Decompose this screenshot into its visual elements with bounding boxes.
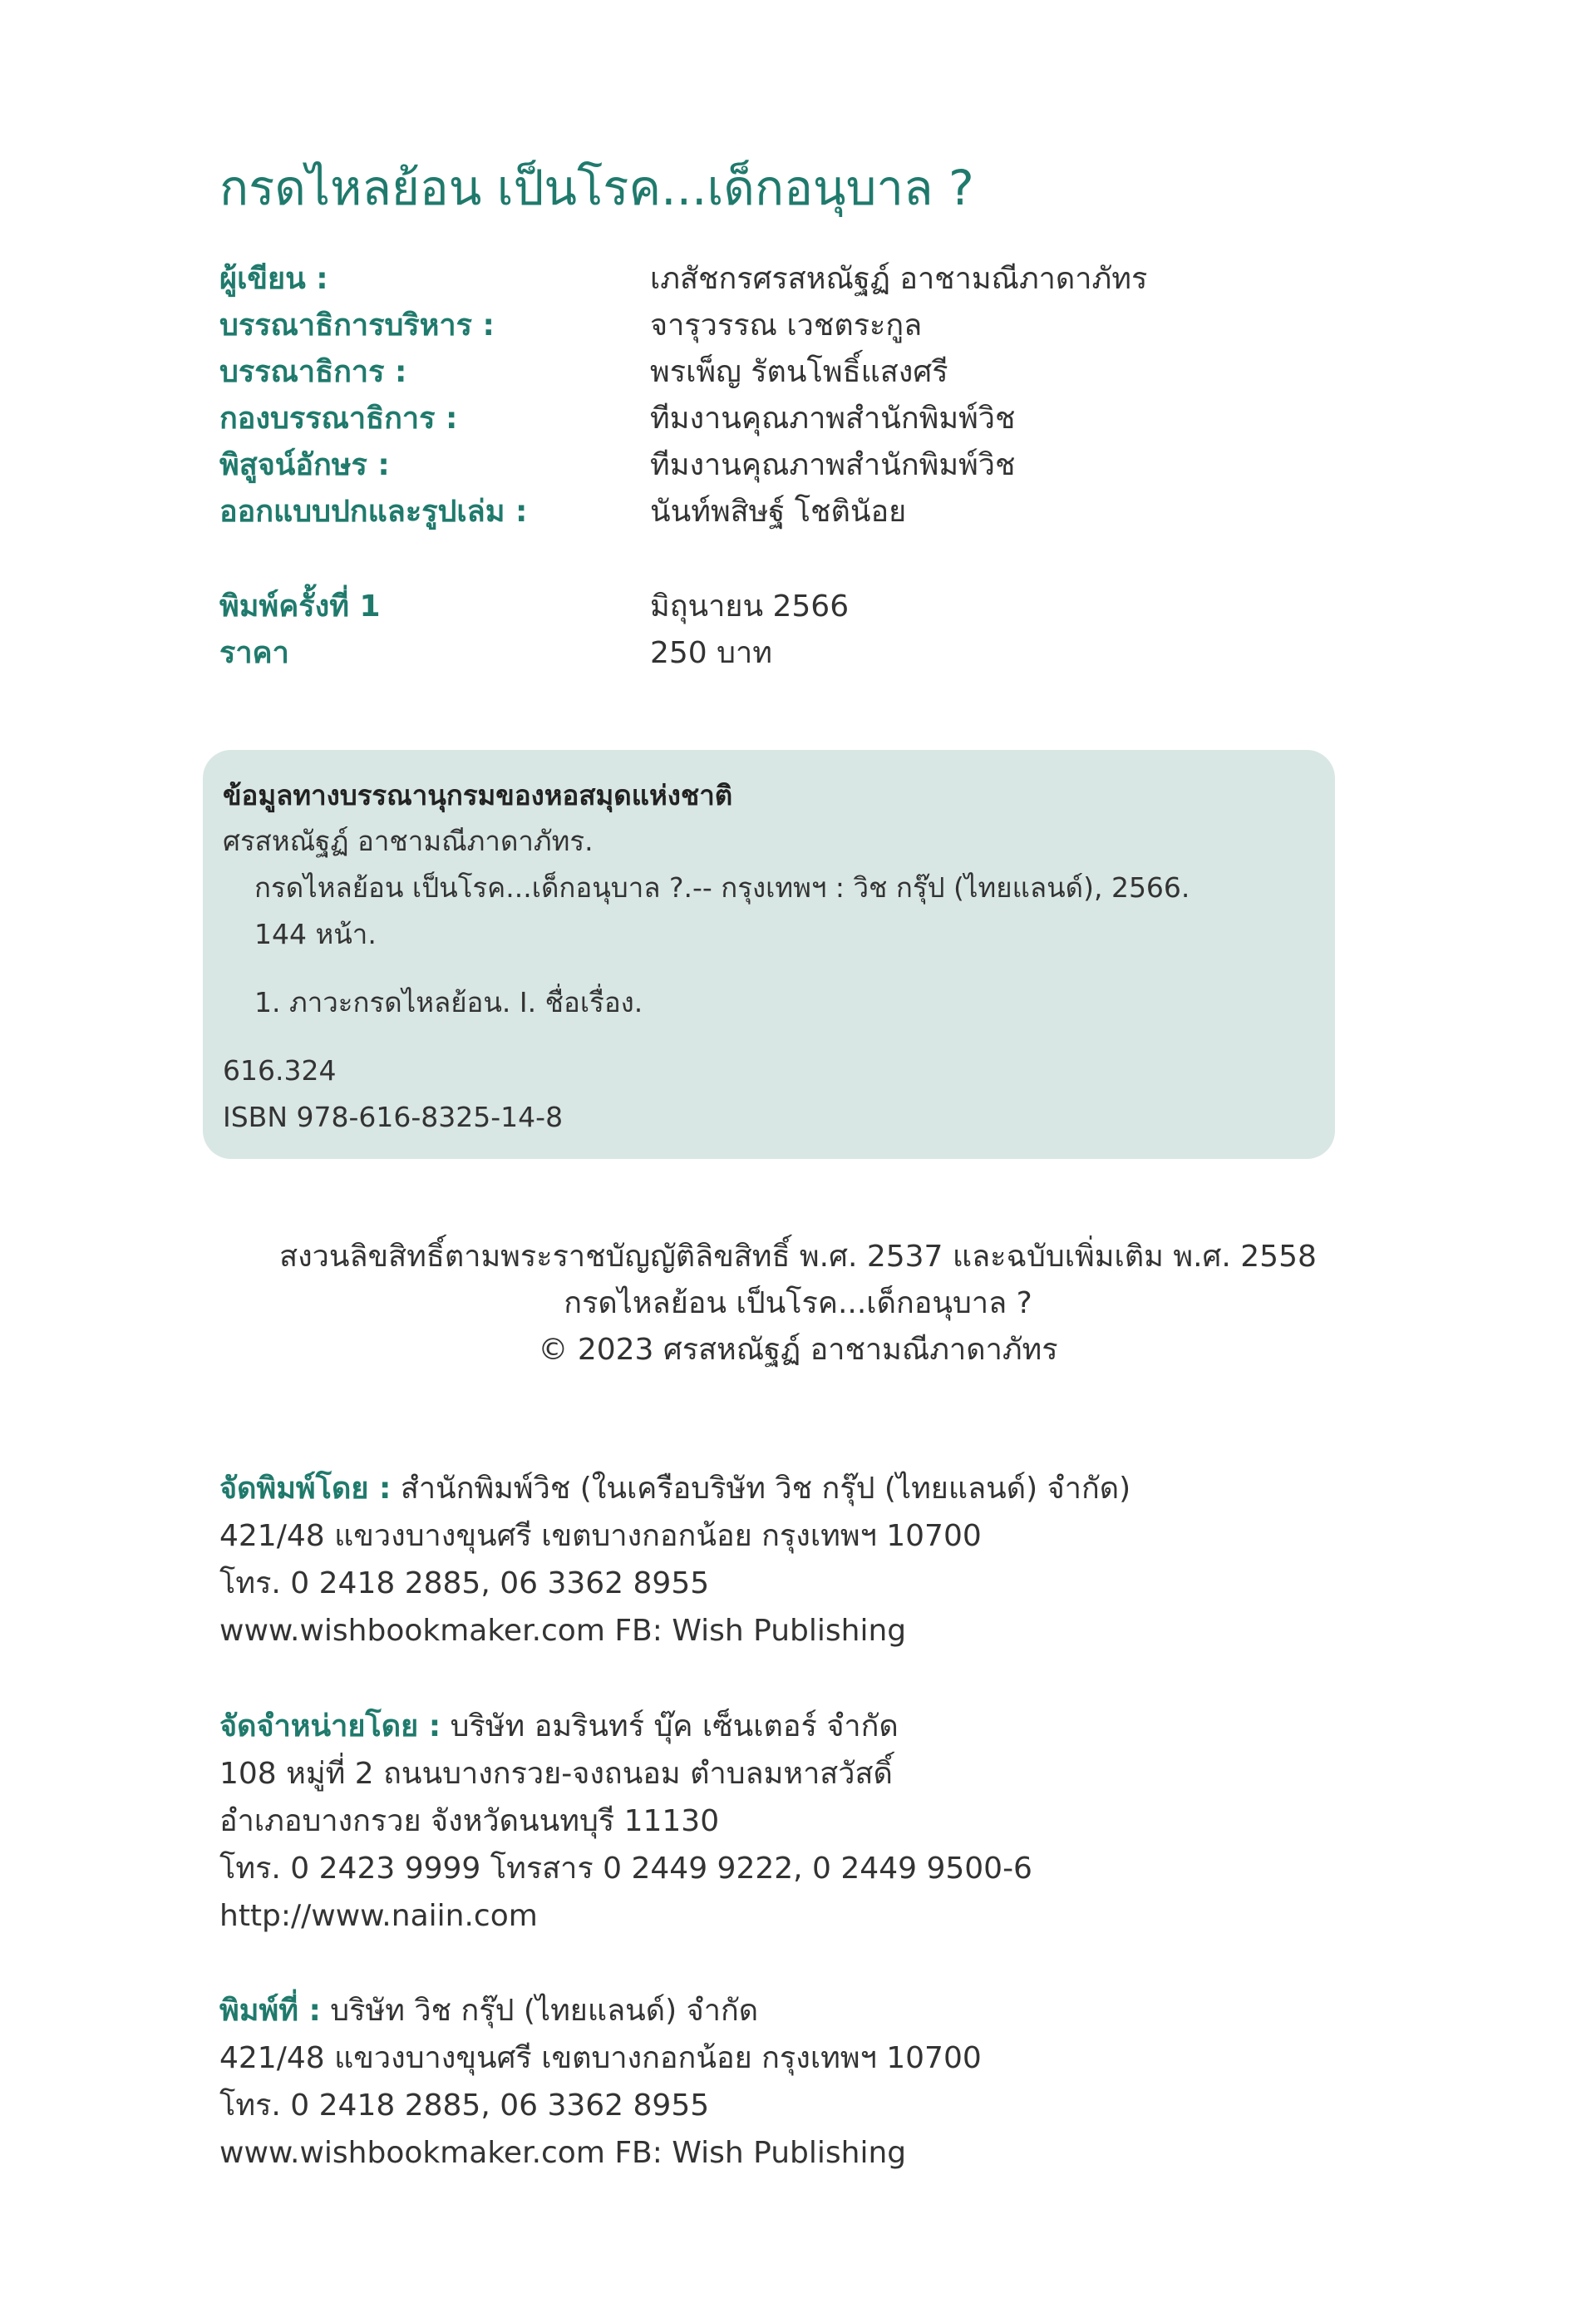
- distributor-phone: โทร. 0 2423 9999 โทรสาร 0 2449 9222, 0 2449 9500-6: [219, 1852, 1032, 1886]
- edition-value: มิถุนายน 2566: [650, 589, 850, 624]
- distributor-address: อำเภอบางกรวย จังหวัดนนทบุรี 11130: [219, 1804, 720, 1838]
- cip-pages: 144 หน้า.: [254, 918, 377, 950]
- credit-value: พรเพ็ญ รัตนโพธิ์แสงศรี: [650, 354, 948, 389]
- edition-label: พิมพ์ครั้งที่ 1: [219, 589, 381, 624]
- credit-row: [219, 301, 1383, 348]
- credit-label: บรรณาธิการ :: [219, 354, 407, 389]
- cip-class-number: 616.324: [223, 1054, 337, 1087]
- cip-subject: 1. ภาวะกรดไหลย้อน. I. ชื่อเรื่อง.: [254, 986, 643, 1018]
- credit-label: ผู้เขียน :: [219, 261, 328, 296]
- credit-row: [219, 394, 1383, 441]
- printer-label: พิมพ์ที่ :: [219, 1994, 321, 2028]
- distributor-web: http://www.naiin.com: [219, 1899, 538, 1933]
- price-label: ราคา: [219, 635, 289, 670]
- printer-line: [219, 1987, 982, 2034]
- printer-address: 421/48 แขวงบางขุนศรี เขตบางกอกน้อย กรุงเทพฯ 10700: [219, 2041, 982, 2075]
- printer-block: [219, 1987, 982, 2177]
- credit-value: เภสัชกรศรสหณัฐฏ์ อาชามณีภาดาภัทร: [650, 261, 1148, 296]
- credit-row: [219, 441, 1383, 487]
- copyright-line: © 2023 ศรสหณัฐฏ์ อาชามณีภาดาภัทร: [538, 1333, 1058, 1367]
- publisher-address: 421/48 แขวงบางขุนศรี เขตบางกอกน้อย กรุงเทพฯ 10700: [219, 1519, 982, 1553]
- publisher-phone: โทร. 0 2418 2885, 06 3362 8955: [219, 1566, 710, 1600]
- copyright-line: กรดไหลย้อน เป็นโรค...เด็กอนุบาล ?: [564, 1286, 1032, 1320]
- credit-label: กองบรรณาธิการ :: [219, 401, 458, 436]
- cip-title-line: กรดไหลย้อน เป็นโรค...เด็กอนุบาล ?.-- กรุงเทพฯ : วิช กรุ๊ป (ไทยแลนด์), 2566.: [254, 871, 1190, 904]
- credit-label: ออกแบบปกและรูปเล่ม :: [219, 494, 528, 529]
- edition-row: [219, 582, 1383, 629]
- credit-value: ทีมงานคุณภาพสำนักพิมพ์วิช: [650, 401, 1016, 436]
- credit-label: พิสูจน์อักษร :: [219, 447, 390, 482]
- credit-row: [219, 254, 1383, 301]
- distributor-block: [219, 1703, 1032, 1940]
- printer-phone: โทร. 0 2418 2885, 06 3362 8955: [219, 2088, 710, 2123]
- credit-value: ทีมงานคุณภาพสำนักพิมพ์วิช: [650, 447, 1016, 482]
- publisher-name: สำนักพิมพ์วิช (ในเครือบริษัท วิช กรุ๊ป (ไทยแลนด์) จำกัด): [391, 1472, 1131, 1506]
- credit-row: [219, 487, 1383, 534]
- copyright-line: สงวนลิขสิทธิ์ตามพระราชบัญญัติลิขสิทธิ์ พ.ศ. 2537 และฉบับเพิ่มเติม พ.ศ. 2558: [279, 1240, 1317, 1274]
- publisher-line: [219, 1465, 1130, 1512]
- distributor-name: บริษัท อมรินทร์ บุ๊ค เซ็นเตอร์ จำกัด: [441, 1709, 899, 1743]
- cip-heading: ข้อมูลทางบรรณานุกรมของหอสมุดแห่งชาติ: [223, 779, 733, 811]
- book-title: กรดไหลย้อน เป็นโรค...เด็กอนุบาล ?: [219, 160, 974, 216]
- price-value: 250 บาท: [650, 635, 772, 670]
- distributor-address: 108 หมู่ที่ 2 ถนนบางกรวย-จงถนอม ตำบลมหาสวัสดิ์: [219, 1757, 893, 1791]
- cip-isbn: ISBN 978-616-8325-14-8: [223, 1101, 564, 1133]
- printing-info: [219, 582, 1383, 675]
- price-row: [219, 629, 1383, 675]
- publisher-label: จัดพิมพ์โดย :: [219, 1472, 392, 1506]
- credit-row: [219, 348, 1383, 394]
- publisher-web: www.wishbookmaker.com FB: Wish Publishing: [219, 1614, 907, 1648]
- credit-label: บรรณาธิการบริหาร :: [219, 308, 495, 343]
- cataloging-box: [203, 750, 1335, 1159]
- distributor-line: [219, 1703, 1032, 1750]
- publisher-block: [219, 1465, 1130, 1654]
- copyright-notice: [0, 1234, 1596, 1373]
- credit-value: นันท์พสิษฐ์ โชตินัอย: [650, 494, 907, 529]
- credit-value: จารุวรรณ เวชตระกูล: [650, 308, 923, 343]
- printer-name: บริษัท วิช กรุ๊ป (ไทยแลนด์) จำกัด: [320, 1994, 759, 2028]
- printer-web: www.wishbookmaker.com FB: Wish Publishing: [219, 2136, 907, 2170]
- distributor-label: จัดจำหน่ายโดย :: [219, 1709, 441, 1743]
- credits-list: [219, 254, 1383, 534]
- cip-author: ศรสหณัฐฏ์ อาชามณีภาดาภัทร.: [223, 825, 594, 857]
